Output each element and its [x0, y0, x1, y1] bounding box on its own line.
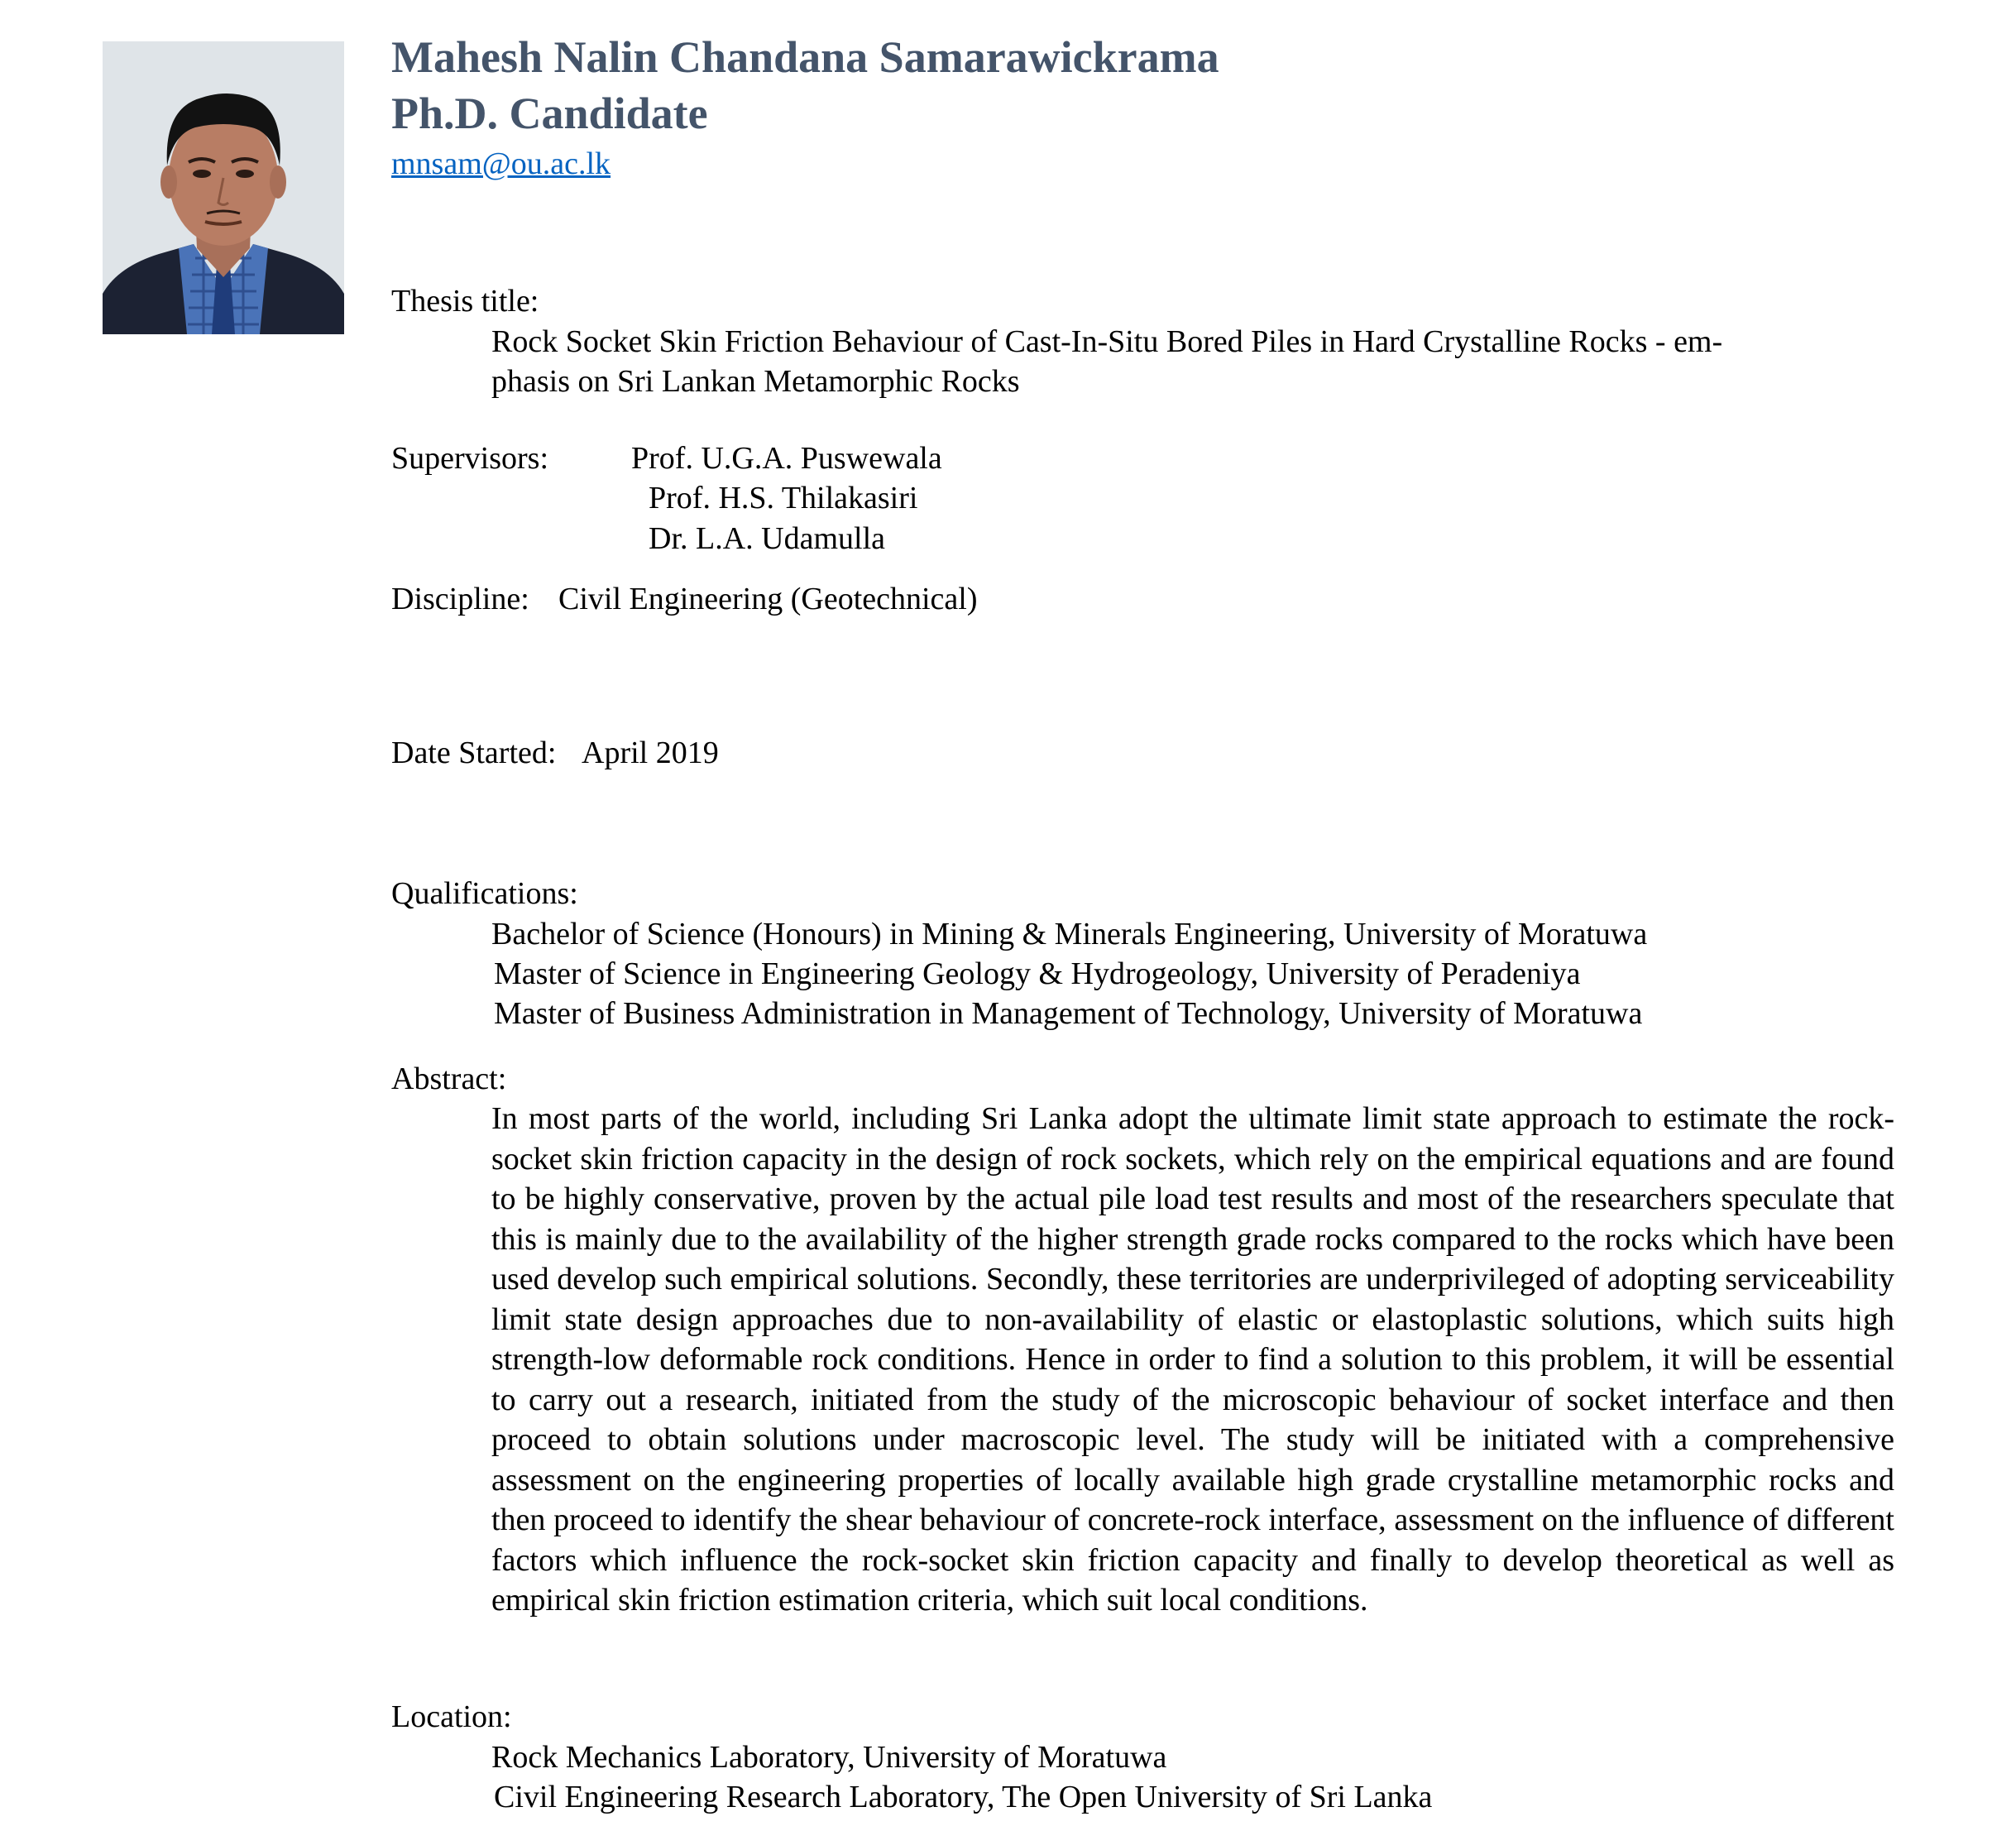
- email-link[interactable]: mnsam@ou.ac.lk: [391, 146, 611, 181]
- discipline-value: Civil Engineering (Geotechnical): [558, 582, 978, 616]
- profile-photo: [103, 41, 344, 334]
- thesis-label: Thesis title:: [391, 284, 539, 319]
- qualification-item: Master of Business Administration in Management of Technology, University of Moratuwa: [494, 996, 1643, 1031]
- candidate-role: Ph.D. Candidate: [391, 89, 708, 138]
- abstract-label: Abstract:: [391, 1062, 507, 1096]
- date-started-value: April 2019: [582, 736, 719, 770]
- supervisor-name: Dr. L.A. Udamulla: [649, 521, 886, 556]
- location-label: Location:: [391, 1699, 512, 1734]
- date-started-label: Date Started:: [391, 736, 557, 770]
- supervisors-label: Supervisors:: [391, 441, 548, 476]
- qualifications-label: Qualifications:: [391, 876, 578, 911]
- candidate-name: Mahesh Nalin Chandana Samarawickrama: [391, 32, 1219, 82]
- qualification-item: Bachelor of Science (Honours) in Mining & Minerals Engineering, University of Moratuwa: [491, 917, 1648, 951]
- supervisor-name: Prof. H.S. Thilakasiri: [649, 481, 918, 515]
- qualification-item: Master of Science in Engineering Geology & Hydrogeology, University of Peradeniya: [494, 956, 1581, 991]
- location-item: Civil Engineering Research Laboratory, The Open University of Sri Lanka: [494, 1780, 1433, 1814]
- thesis-title-line: Rock Socket Skin Friction Behaviour of Cast-In-Situ Bored Piles in Hard Crystalline Rocks - em-: [491, 324, 1723, 359]
- discipline-label: Discipline:: [391, 582, 529, 616]
- location-item: Rock Mechanics Laboratory, University of Moratuwa: [491, 1740, 1167, 1775]
- abstract-text: In most parts of the world, including Sri Lanka adopt the ultimate limit state approach to estimate the rock-socket skin friction capacity in the design of rock sockets, which rely on the empirical equations and are found to be highly conservative, proven by the actual pile load test results and most of the researchers speculate that this is mainly due to the availability of the higher strength grade rocks compared to the rocks which have been used develop such empirical solutions. Secondly, these territories are underprivileged of adopting serviceability limit state design approaches due to non-availability of elastic or elastoplastic solutions, which suits high strength-low deformable rock conditions. Hence in order to find a solution to this problem, it will be essential to carry out a research, initiated from the study of the microscopic behaviour of socket interface and then proceed to obtain solutions under macroscopic level. The study will be initiated with a comprehensive assessment on the engineering properties of locally available high grade crystalline metamorphic rocks and then proceed to identify the shear behaviour of concrete-rock interface, assessment on the influence of different factors which influence the rock-socket skin friction capacity and finally to develop theoretical as well as empirical skin friction estimation criteria, which suit local conditions.: [491, 1101, 1894, 1618]
- thesis-title-line: phasis on Sri Lankan Metamorphic Rocks: [491, 364, 1020, 399]
- portrait-image: [103, 41, 344, 334]
- supervisor-name: Prof. U.G.A. Puswewala: [631, 441, 942, 476]
